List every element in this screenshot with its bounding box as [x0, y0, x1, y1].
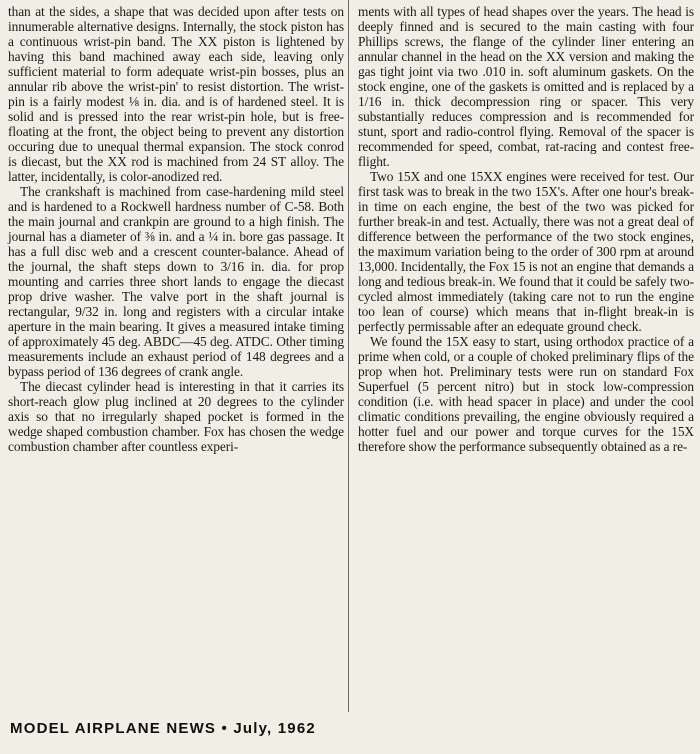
paragraph-engine-test: Two 15X and one 15XX engines were received for test. Our first task was to break in the two 15X's. After one hour's break-in time on each engine, the best of the two was picked for further break-in and test. Actually, there was not a great deal of difference between the performance of the two stock engines, the maximum variation being to the order of 300 rpm at around 13,000. Incidentally, the Fox 15 is not an engine that demands a long and tedious break-in. We found that it could be safely two-cycled almost immediately (taking care not to run the engine too lean of course) which means that in-flight break-in is perfectly permissable after an edequate ground check.	[358, 169, 694, 334]
paragraph-piston: than at the sides, a shape that was decided upon after tests on innumerable alternative designs. Internally, the stock piston has a continuous wrist-pin band. The XX piston is lightened by having this band machined away each side, leaving only sufficient material to form adequate wrist-pin bosses, plus an annular rib above the wrist-pin' to resist distortion. The wrist-pin is a fairly modest ⅛ in. dia. and is of hardened steel. It is solid and is pressed into the rear wrist-pin hole, but is free-floating at the front, the object being to prevent any distortion occuring due to unequal thermal expansion. The stock conrod is diecast, but the XX rod is machined from 24 ST alloy. The latter, incidentally, is color-anodized red.	[8, 4, 344, 184]
left-column	[8, 4, 344, 454]
page-footer: MODEL AIRPLANE NEWS • July, 1962	[10, 720, 316, 737]
paragraph-starting: We found the 15X easy to start, using orthodox practice of a prime when cold, or a couple of choked preliminary flips of the prop when hot. Preliminary tests were run on standard Fox Superfuel (5 percent nitro) but in stock low-compression condition (i.e. with head spacer in place) and under the cool climatic conditions prevailing, the engine obviously required a hotter fuel and our power and torque curves for the 15X therefore show the performance subsequently obtained as a re-	[358, 334, 694, 454]
paragraph-cylinder-head: The diecast cylinder head is interesting in that it carries its short-reach glow plug inclined at 20 degrees to the cylinder axis so that no irregularly shaped pocket is formed in the wedge shaped combustion chamber. Fox has chosen the wedge combustion chamber after countless experi-	[8, 379, 344, 454]
column-divider	[348, 0, 349, 712]
paragraph-head-shapes: ments with all types of head shapes over the years. The head is deeply finned and is secured to the main casting with four Phillips screws, the flange of the cylinder liner entering an annular channel in the head on the XX version and making the gas tight joint via two .010 in. soft aluminum gaskets. On the stock engine, one of the gaskets is omitted and is replaced by a 1/16 in. thick decompression ring or spacer. This very substantially reduces compression and is recommended for stunt, sport and radio-control flying. Removal of the spacer is recommended for speed, combat, rat-racing and contest free-flight.	[358, 4, 694, 169]
right-column	[358, 4, 694, 454]
paragraph-crankshaft: The crankshaft is machined from case-hardening mild steel and is hardened to a Rockwell hardness number of C-58. Both the main journal and crankpin are ground to a high finish. The journal has a diameter of ⅜ in. and a ¼ in. bore gas passage. It has a full disc web and a crescent counter-balance. Ahead of the journal, the shaft steps down to 3/16 in. dia. for prop mounting and carries three short lands to engage the diecast prop drive washer. The valve port in the shaft journal is rectangular, 9/32 in. long and registers with a circular intake aperture in the main bearing. It gives a measured intake timing of approximately 45 deg. ABDC—45 deg. ATDC. Other timing measurements include an exhaust period of 148 degrees and a bypass period of 136 degrees of crank angle.	[8, 184, 344, 379]
